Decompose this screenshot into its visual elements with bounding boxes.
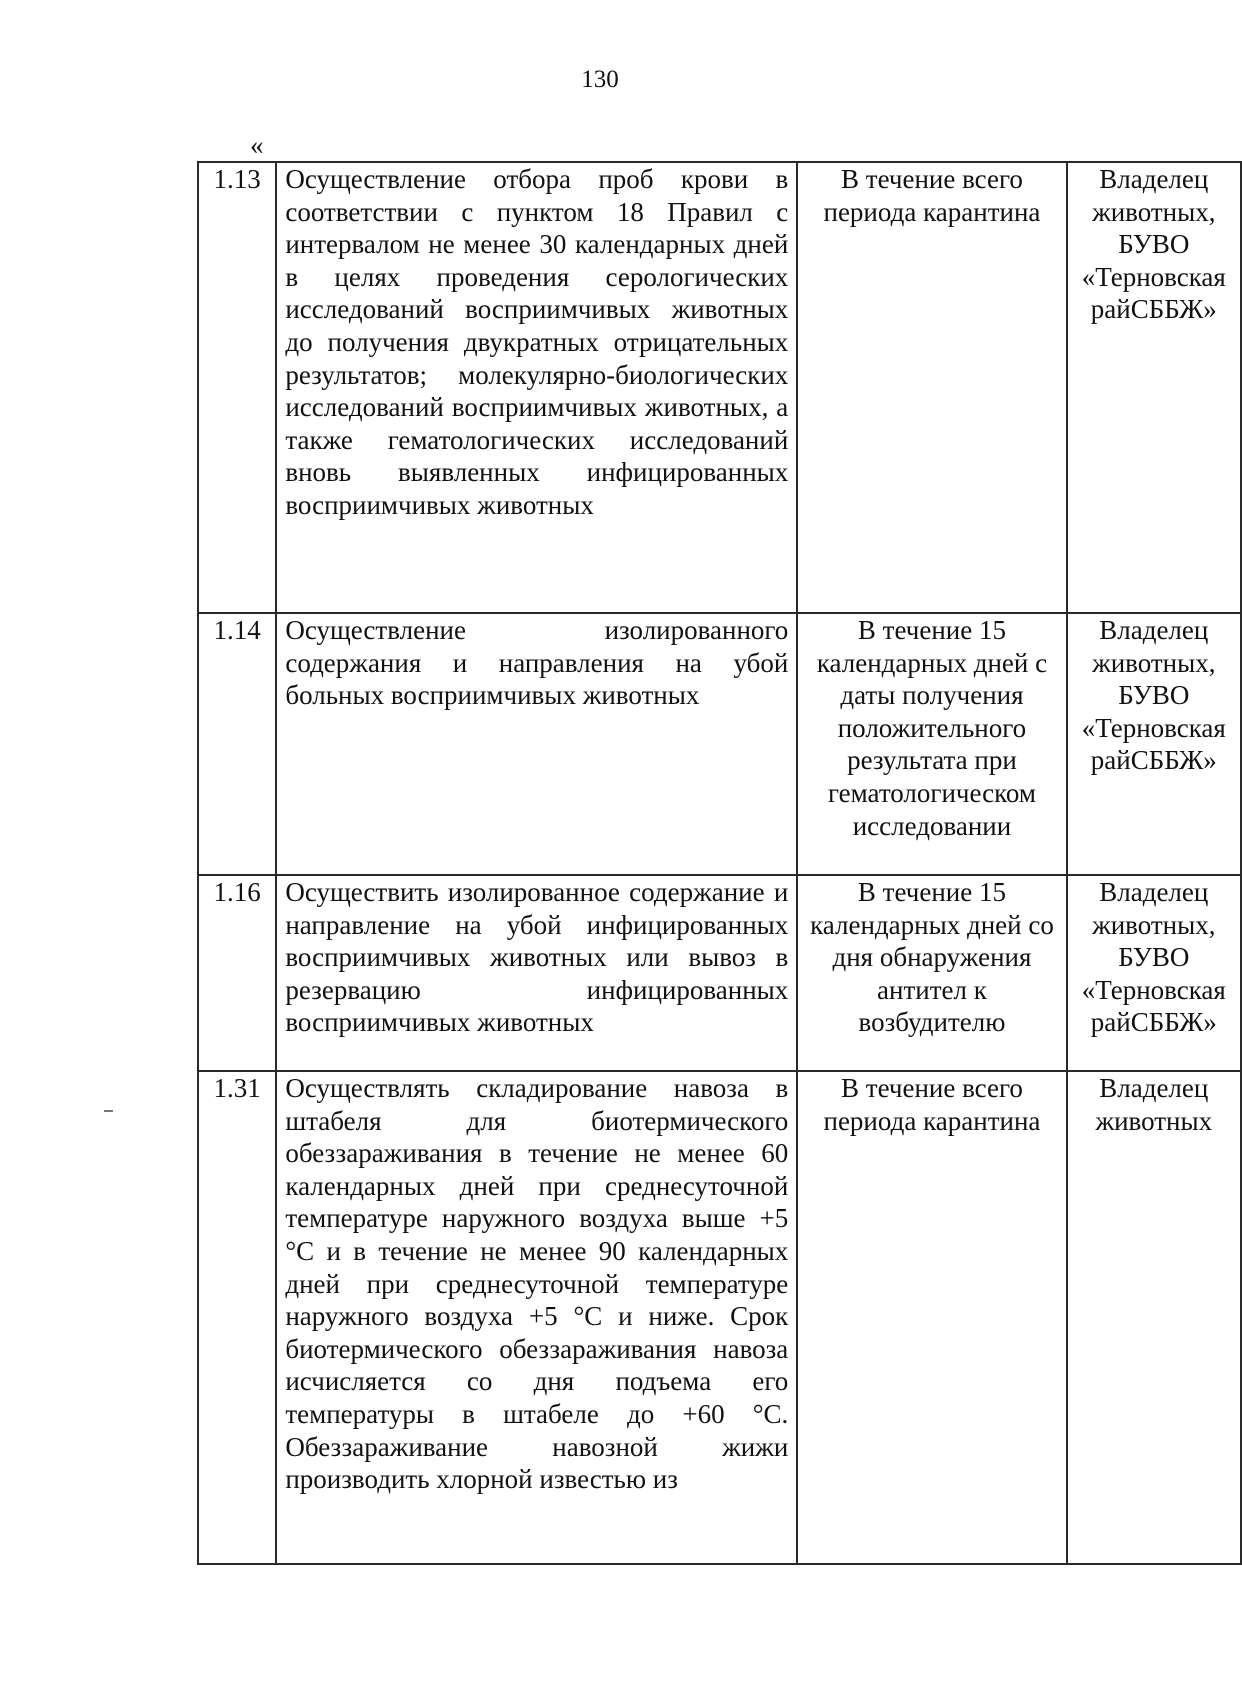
table-row	[198, 875, 1241, 1071]
measure-period: В течение всего периода карантина	[797, 1071, 1066, 1564]
opening-quote-mark: «	[250, 130, 264, 160]
row-number: 1.14	[198, 613, 276, 875]
scan-artifact-mark	[104, 1110, 113, 1112]
measure-period: В течение 15 календарных дней с даты получения положительного результата при гематологическом исследовании	[797, 613, 1066, 875]
measure-description: Осуществить изолированное содержание и направление на убой инфицированных восприимчивых животных или вывоз в резервацию инфицированных восприимчивых животных	[276, 875, 797, 1071]
measure-period: В течение 15 календарных дней со дня обнаружения антител к возбудителю	[797, 875, 1066, 1071]
measure-responsible: Владелец животных, БУВО «Терновская райСББЖ»	[1067, 162, 1241, 613]
row-number: 1.13	[198, 162, 276, 613]
measure-responsible: Владелец животных, БУВО «Терновская райСББЖ»	[1067, 875, 1241, 1071]
measure-description: Осуществление отбора проб крови в соответствии с пунктом 18 Правил с интервалом не менее 30 календарных дней в целях проведения серологических исследований восприимчивых животных до получения двукратных отрицательных результатов; молекулярно-биологических исследований восприимчивых животных, а также гематологических исследований вновь выявленных инфицированных восприимчивых животных	[276, 162, 797, 613]
measure-responsible: Владелец животных, БУВО «Терновская райСББЖ»	[1067, 613, 1241, 875]
table-row	[198, 1071, 1241, 1564]
row-number: 1.16	[198, 875, 276, 1071]
measure-description: Осуществление изолированного содержания и направления на убой больных восприимчивых животных	[276, 613, 797, 875]
measure-period: В течение всего периода карантина	[797, 162, 1066, 613]
page-number: 130	[581, 66, 619, 93]
measure-responsible: Владелец животных	[1067, 1071, 1241, 1564]
measures-table	[197, 161, 1242, 1565]
measure-description: Осуществлять складирование навоза в штабеля для биотермического обеззараживания в течение не менее 60 календарных дней при среднесуточной температуре наружного воздуха выше +5 °С и в течение не менее 90 календарных дней при среднесуточной температуре наружного воздуха +5 °С и ниже. Срок биотермического обеззараживания навоза исчисляется со дня подъема его температуры в штабеле до +60 °С. Обеззараживание навозной жижи производить хлорной известью из	[276, 1071, 797, 1564]
row-number: 1.31	[198, 1071, 276, 1564]
table-row	[198, 162, 1241, 613]
table-row	[198, 613, 1241, 875]
